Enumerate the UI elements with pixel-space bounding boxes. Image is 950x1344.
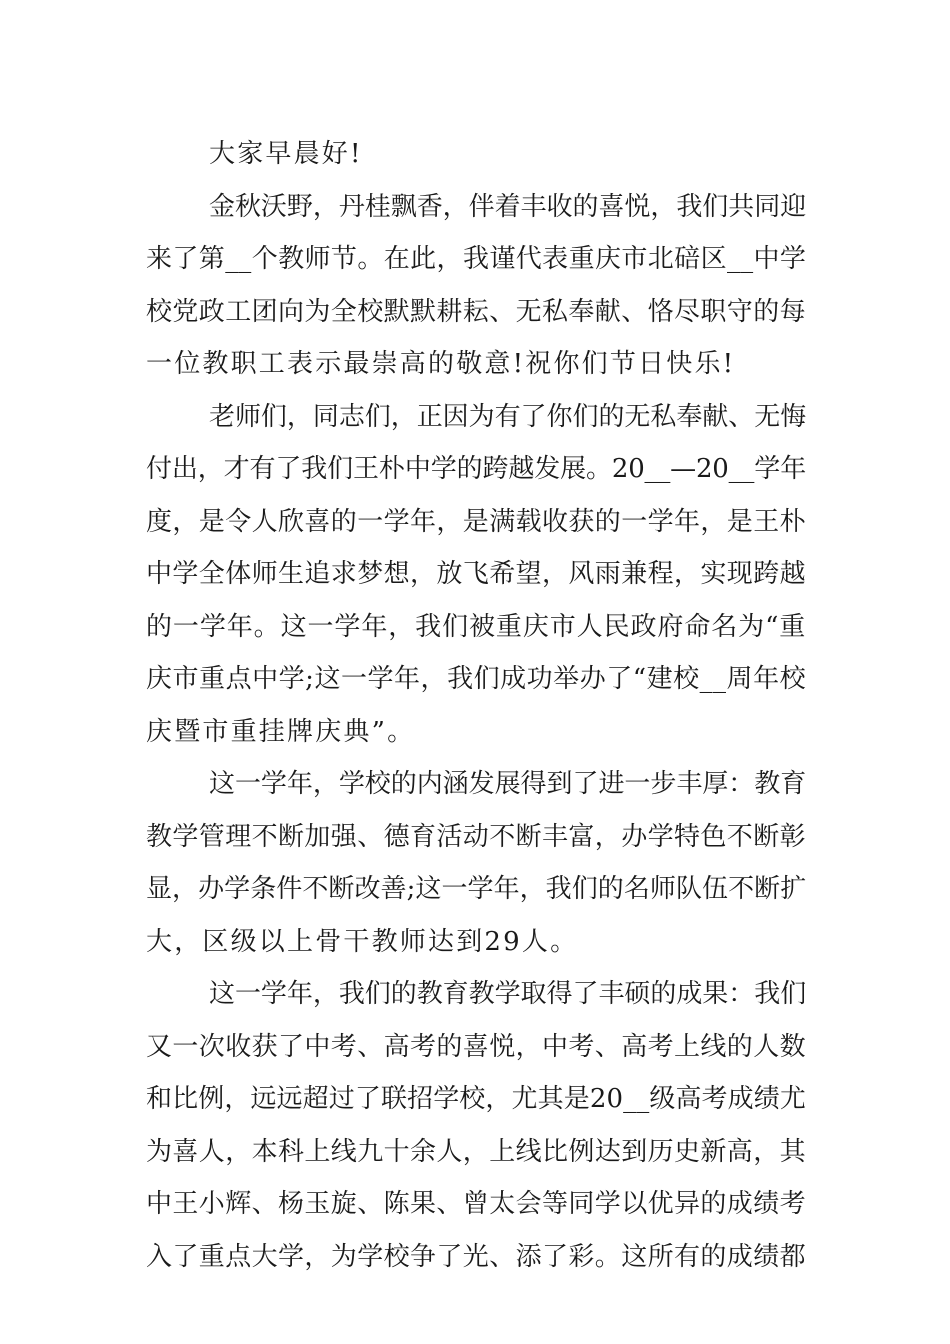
text-line: 这一学年，学校的内涵发展得到了进一步丰厚：教育 bbox=[209, 769, 806, 799]
text-line: 老师们，同志们，正因为有了你们的无私奉献、无悔 bbox=[209, 401, 806, 432]
text-line: 大家早晨好! bbox=[209, 139, 363, 169]
speech-text bbox=[146, 128, 806, 1283]
text-line: 校党政工团向为全校默默耕耘、无私奉献、恪尽职守的每 bbox=[146, 296, 807, 327]
text-line: 一位教职工表示最崇高的敬意!祝你们节日快乐! bbox=[146, 349, 736, 379]
text-line: 和比例，远远超过了联招学校，尤其是20__级高考成绩尤 bbox=[146, 1084, 806, 1114]
paragraph-1 bbox=[146, 181, 806, 391]
text-line: 大，区级以上骨干教师达到29人。 bbox=[146, 926, 579, 957]
text-line: 显，办学条件不断改善;这一学年，我们的名师队伍不断扩 bbox=[146, 874, 806, 904]
paragraph-2 bbox=[146, 391, 806, 759]
text-line: 中学全体师生追求梦想，放飞希望，风雨兼程，实现跨越 bbox=[146, 559, 807, 589]
text-line: 这一学年，我们的教育教学取得了丰硕的成果：我们 bbox=[209, 979, 806, 1009]
text-line: 度，是令人欣喜的一学年，是满载收获的一学年，是王朴 bbox=[146, 506, 807, 537]
greeting-paragraph bbox=[146, 128, 806, 181]
text-line: 入了重点大学，为学校争了光、添了彩。这所有的成绩都 bbox=[146, 1241, 807, 1272]
text-line: 庆暨市重挂牌庆典”。 bbox=[146, 716, 416, 747]
text-line: 又一次收获了中考、高考的喜悦，中考、高考上线的人数 bbox=[146, 1031, 807, 1062]
text-line: 庆市重点中学;这一学年，我们成功举办了“建校__周年校 bbox=[146, 664, 806, 694]
text-line: 付出，才有了我们王朴中学的跨越发展。20__—20__学年 bbox=[146, 454, 806, 484]
paragraph-4 bbox=[146, 968, 806, 1283]
text-line: 教学管理不断加强、德育活动不断丰富，办学特色不断彰 bbox=[146, 821, 807, 852]
text-line: 金秋沃野，丹桂飘香，伴着丰收的喜悦，我们共同迎 bbox=[209, 191, 806, 222]
paragraph-3 bbox=[146, 758, 806, 968]
text-line: 来了第__个教师节。在此，我谨代表重庆市北碚区__中学 bbox=[146, 244, 806, 274]
text-line: 的一学年。这一学年，我们被重庆市人民政府命名为“重 bbox=[146, 611, 806, 642]
text-line: 为喜人，本科上线九十余人，上线比例达到历史新高，其 bbox=[146, 1136, 807, 1167]
text-line: 中王小辉、杨玉旋、陈果、曾太会等同学以优异的成绩考 bbox=[146, 1189, 807, 1219]
